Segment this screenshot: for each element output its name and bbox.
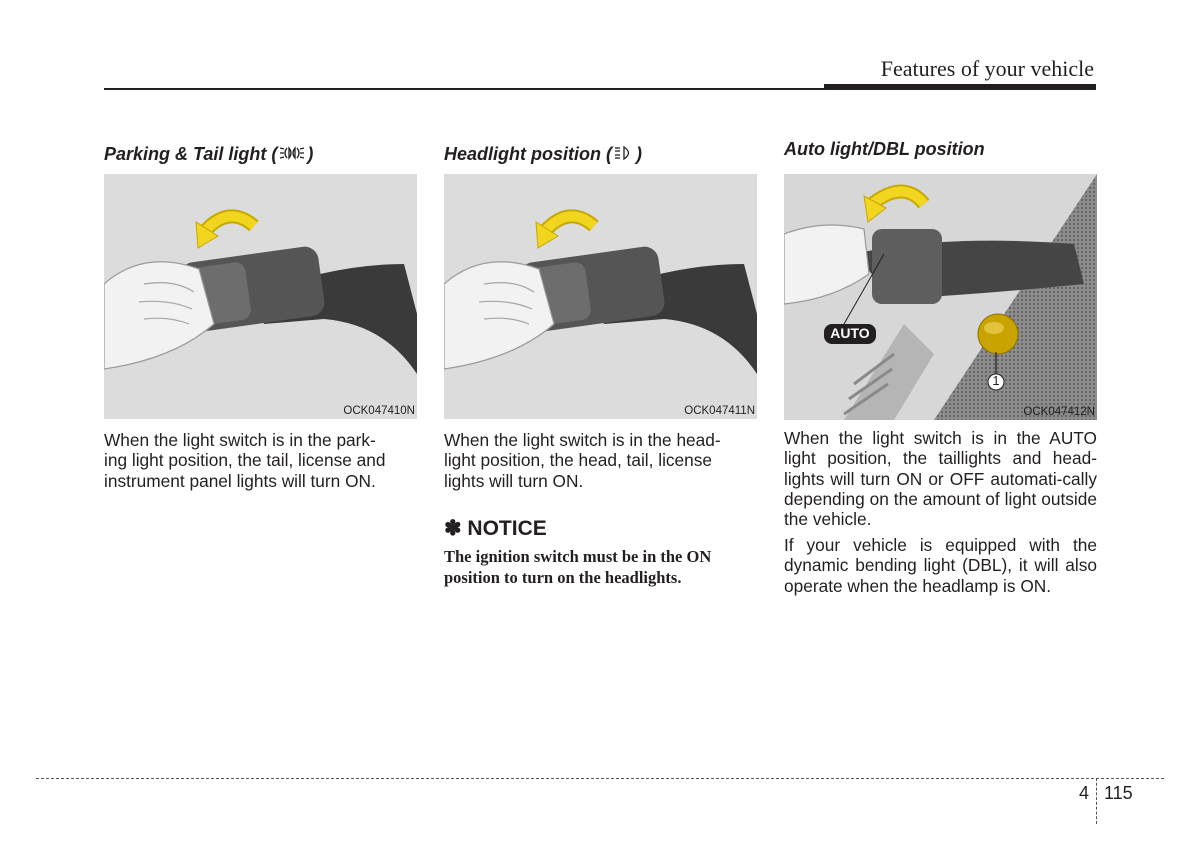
callout-1: 1 xyxy=(992,373,1000,388)
figure-code: OCK047411N xyxy=(684,405,755,417)
footer-rule xyxy=(36,778,1164,779)
auto-label: AUTO xyxy=(830,325,870,341)
body-text-auto-light: When the light switch is in the AUTO light position, the taillights and head-lights will turn ON or OFF automati-cally depending on the amount of light outside the vehicle. xyxy=(784,428,1097,530)
notice-text: The ignition switch must be in the ON position to turn on the headlights. xyxy=(444,547,712,587)
figure-parking-light-switch xyxy=(104,174,417,419)
page-number: 115 xyxy=(1104,783,1133,803)
figure-auto-light-switch xyxy=(784,174,1097,420)
body-text-dbl: If your vehicle is equipped with the dynamic bending light (DBL), it will also operate when the headlamp is ON. xyxy=(784,535,1097,596)
figure-code: OCK047412N xyxy=(1023,406,1095,418)
body-text-parking: When the light switch is in the park- ing light position, the tail, license and instrument panel lights will turn ON. xyxy=(104,430,386,491)
figure-code: OCK047410N xyxy=(343,405,415,417)
parking-light-icon xyxy=(278,145,306,166)
figure-headlight-switch xyxy=(444,174,757,419)
header-rule-accent xyxy=(824,84,1096,90)
chapter-number: 4 xyxy=(1079,783,1090,803)
footer-divider xyxy=(1096,778,1097,824)
section-title-parking: Parking & Tail light ( ) xyxy=(104,144,314,164)
page-header-title: Features of your vehicle xyxy=(880,56,1094,81)
section-title-headlight: Headlight position ( ) xyxy=(444,144,642,164)
notice-title: ✽ NOTICE xyxy=(444,517,547,540)
headlight-icon xyxy=(613,145,635,166)
body-text-headlight: When the light switch is in the head- light position, the head, tail, license lights will turn ON. xyxy=(444,430,721,491)
section-title-auto-light: Auto light/DBL position xyxy=(784,139,985,159)
